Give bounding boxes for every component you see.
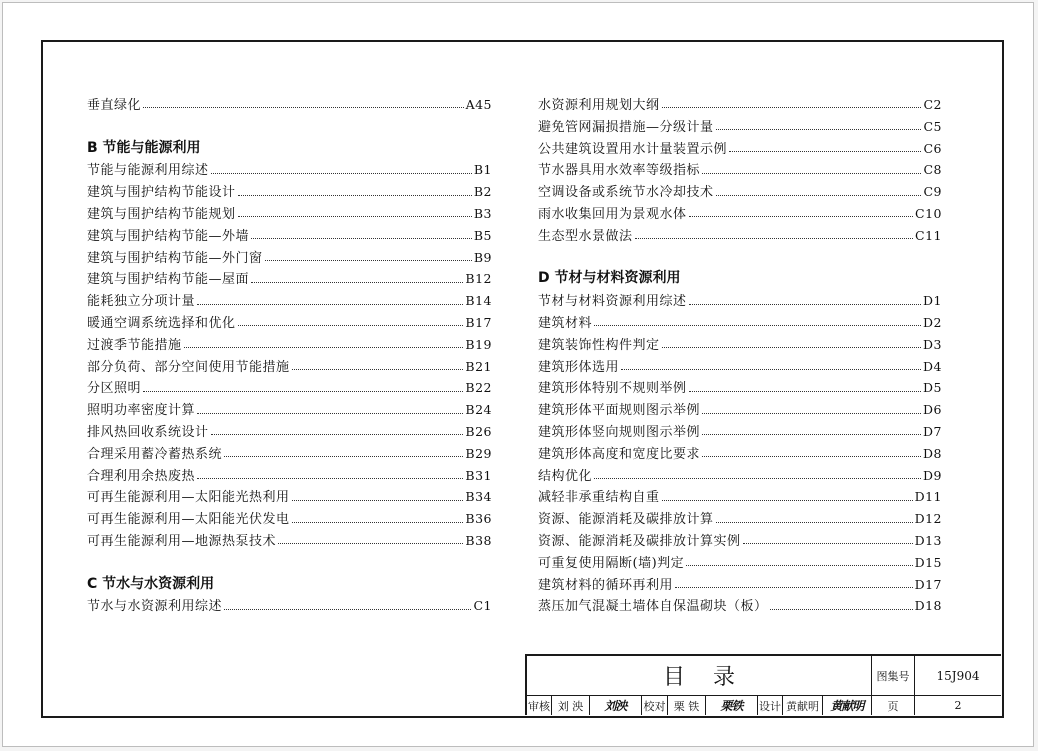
toc-entry-title: 建筑形体平面规则图示举例 (538, 403, 701, 419)
toc-leader-dots (211, 173, 472, 174)
toc-entry (87, 486, 492, 508)
toc-entry (538, 574, 942, 596)
toc-entry (538, 399, 942, 421)
toc-entry (87, 268, 492, 290)
page-label: 页 (872, 696, 915, 715)
toc-entry (87, 421, 492, 443)
toc-entry (538, 334, 942, 356)
toc-entry (87, 290, 492, 312)
toc-entry-page: B14 (465, 293, 492, 309)
toc-entry-title: 可重复使用隔断(墙)判定 (538, 555, 685, 571)
toc-leader-dots (686, 565, 912, 566)
toc-entry-page: B29 (465, 445, 492, 461)
toc-leader-dots (675, 587, 913, 588)
toc-leader-dots (770, 609, 913, 610)
toc-entry (87, 399, 492, 421)
toc-entry-page: C10 (915, 205, 942, 221)
toc-section-heading: B 节能与能源利用 (87, 139, 201, 156)
review-signature: 刘泱 (590, 696, 642, 715)
toc-entry-page: D1 (923, 293, 942, 309)
toc-section-heading: D 节材与材料资源利用 (538, 270, 681, 287)
toc-entry-page: B9 (473, 249, 492, 265)
toc-leader-dots (184, 347, 464, 348)
toc-entry (87, 356, 492, 378)
toc-entry-page: D18 (914, 598, 942, 614)
toc-entry-title: 节能与能源利用综述 (87, 163, 209, 179)
toc-entry-page: D3 (923, 336, 942, 352)
toc-entry-title: 雨水收集回用为景观水体 (538, 206, 687, 222)
toc-entry-title: 节材与材料资源利用综述 (538, 294, 687, 310)
toc-entry (87, 94, 492, 116)
toc-entry-title: 公共建筑设置用水计量装置示例 (538, 141, 728, 157)
toc-right-column (538, 94, 942, 617)
toc-leader-dots (211, 434, 464, 435)
toc-entry-title: 垂直绿化 (87, 98, 142, 113)
toc-leader-dots (292, 369, 464, 370)
toc-leader-dots (251, 238, 472, 239)
design-label: 设计 (758, 696, 783, 715)
toc-leader-dots (702, 413, 921, 414)
toc-entry-page: D15 (914, 554, 942, 570)
toc-entry-page: D9 (923, 467, 942, 483)
toc-entry (538, 356, 942, 378)
toc-entry-page: D7 (923, 423, 942, 439)
toc-leader-dots (278, 543, 463, 544)
toc-entry (538, 552, 942, 574)
toc-entry (538, 116, 942, 138)
toc-entry-title: 可再生能源利用—太阳能光热利用 (87, 490, 290, 506)
toc-entry-title: 建筑与围护结构节能规划 (87, 206, 236, 222)
design-name: 黄献明 (783, 696, 823, 715)
toc-entry-title: 建筑形体竖向规则图示举例 (538, 424, 701, 440)
toc-entry-page: B5 (473, 227, 492, 243)
toc-leader-dots (197, 478, 463, 479)
toc-leader-dots (197, 304, 463, 305)
toc-entry (87, 465, 492, 487)
toc-section-heading: C 节水与水资源利用 (87, 575, 215, 592)
toc-entry (538, 312, 942, 334)
toc-entry-page: D4 (923, 358, 942, 374)
toc-entry-page: B22 (465, 380, 492, 396)
toc-entry (538, 443, 942, 465)
toc-entry-title: 建筑形体特别不规则举例 (538, 381, 687, 397)
design-signature: 黄献明 (823, 696, 872, 715)
toc-entry-page: B24 (465, 402, 492, 418)
toc-entry-page: B17 (465, 314, 492, 330)
toc-leader-dots (238, 216, 472, 217)
toc-entry-page: B19 (465, 336, 492, 352)
toc-entry (87, 312, 492, 334)
toc-entry (87, 181, 492, 203)
toc-entry-page: A45 (465, 97, 492, 112)
toc-entry-title: 建筑形体选用 (538, 359, 620, 375)
toc-leader-dots (702, 456, 921, 457)
toc-entry-title: 能耗独立分项计量 (87, 294, 196, 310)
toc-left-column (87, 94, 492, 617)
toc-entry-page: D2 (923, 314, 942, 330)
atlas-number-value: 15J904 (915, 656, 1001, 696)
toc-entry (538, 530, 942, 552)
toc-entry-page: D17 (914, 576, 942, 592)
toc-entry-title: 建筑装饰性构件判定 (538, 337, 660, 353)
toc-entry-page: C8 (923, 162, 942, 178)
toc-leader-dots (143, 107, 464, 108)
toc-entry (87, 530, 492, 552)
toc-entry (538, 486, 942, 508)
toc-entry-page: D11 (914, 489, 942, 505)
toc-entry (87, 159, 492, 181)
toc-entry-title: 合理采用蓄冷蓄热系统 (87, 446, 223, 462)
toc-entry-page: D8 (923, 445, 942, 461)
toc-entry-page: D13 (914, 532, 942, 548)
toc-leader-dots (689, 216, 914, 217)
title-block-signature-row (527, 696, 1001, 715)
toc-gap (87, 116, 492, 138)
toc-entry-page: B1 (473, 162, 492, 178)
toc-entry-title: 照明功率密度计算 (87, 403, 196, 419)
toc-entry (87, 203, 492, 225)
toc-entry (538, 508, 942, 530)
toc-entry-title: 合理利用余热废热 (87, 468, 196, 484)
toc-leader-dots (716, 522, 913, 523)
toc-leader-dots (621, 369, 921, 370)
toc-entry-title: 建筑与围护结构节能—外门窗 (87, 250, 263, 266)
toc-entry (538, 421, 942, 443)
toc-entry-title: 建筑形体高度和宽度比要求 (538, 446, 701, 462)
toc-entry-title: 空调设备或系统节水冷却技术 (538, 185, 714, 201)
toc-leader-dots (224, 456, 463, 457)
toc-gap (538, 247, 942, 269)
toc-entry (538, 159, 942, 181)
toc-entry (87, 508, 492, 530)
toc-entry-title: 暖通空调系统选择和优化 (87, 315, 236, 331)
toc-leader-dots (224, 609, 471, 610)
toc-entry (538, 94, 942, 116)
toc-entry-title: 建筑与围护结构节能—屋面 (87, 272, 250, 288)
toc-leader-dots (689, 391, 922, 392)
toc-entry (538, 181, 942, 203)
toc-entry-page: B34 (465, 489, 492, 505)
review-name: 刘 泱 (552, 696, 590, 715)
toc-entry (538, 225, 942, 247)
toc-entry-title: 节水器具用水效率等级指标 (538, 163, 701, 179)
toc-entry-page: B31 (465, 467, 492, 483)
toc-entry-title: 节水与水资源利用综述 (87, 599, 223, 615)
toc-entry (87, 334, 492, 356)
toc-leader-dots (251, 282, 463, 283)
toc-entry-title: 可再生能源利用—太阳能光伏发电 (87, 512, 290, 528)
toc-leader-dots (594, 325, 921, 326)
toc-entry (87, 377, 492, 399)
page-number: 2 (954, 699, 962, 712)
toc-leader-dots (689, 304, 922, 305)
toc-entry-page: B3 (473, 205, 492, 221)
toc-entry-title: 可再生能源利用—地源热泵技术 (87, 533, 277, 549)
toc-leader-dots (716, 129, 922, 130)
toc-entry-page: C11 (915, 227, 942, 243)
check-name: 栗 铁 (668, 696, 706, 715)
toc-entry-page: D12 (914, 511, 942, 527)
toc-entry-title: 避免管网漏损措施—分级计量 (538, 119, 714, 135)
toc-entry (538, 138, 942, 160)
toc-leader-dots (662, 500, 913, 501)
toc-entry-page: B26 (465, 423, 492, 439)
toc-entry-page: B36 (465, 511, 492, 527)
toc-entry (87, 225, 492, 247)
toc-entry (538, 595, 942, 617)
atlas-number-label: 图集号 (872, 656, 915, 696)
toc-entry (538, 203, 942, 225)
toc-leader-dots (716, 195, 922, 196)
toc-entry-title: 减轻非承重结构自重 (538, 490, 660, 506)
toc-entry (87, 247, 492, 269)
toc-leader-dots (702, 434, 921, 435)
toc-leader-dots (662, 347, 922, 348)
toc-entry-title: 结构优化 (538, 468, 593, 484)
toc-entry-page: C9 (923, 184, 942, 200)
toc-entry-page: B2 (473, 184, 492, 200)
toc-entry-title: 水资源利用规划大纲 (538, 98, 660, 113)
toc-leader-dots (197, 413, 463, 414)
toc-entry-title: 建筑材料的循环再利用 (538, 577, 674, 593)
toc-entry-page: D6 (923, 402, 942, 418)
check-signature: 栗铁 (706, 696, 758, 715)
toc-entry-page: B21 (465, 358, 492, 374)
toc-leader-dots (238, 195, 472, 196)
toc-leader-dots (143, 391, 463, 392)
review-label: 审核 (527, 696, 552, 715)
toc-leader-dots (238, 325, 464, 326)
toc-entry-page: C6 (923, 140, 942, 156)
toc-entry-title: 蒸压加气混凝土墙体自保温砌块（板） (538, 599, 768, 615)
toc-entry (87, 595, 492, 617)
toc-entry-title: 建筑与围护结构节能—外墙 (87, 228, 250, 244)
toc-entry (87, 443, 492, 465)
toc-leader-dots (292, 500, 464, 501)
toc-entry-title: 排风热回收系统设计 (87, 424, 209, 440)
toc-entry (538, 465, 942, 487)
toc-entry (538, 377, 942, 399)
toc-leader-dots (635, 238, 914, 239)
toc-leader-dots (729, 151, 921, 152)
title-block-title: 目录 (527, 656, 872, 696)
toc-leader-dots (702, 173, 921, 174)
toc-entry-page: C5 (923, 118, 942, 134)
toc-entry-title: 部分负荷、部分空间使用节能措施 (87, 359, 290, 375)
toc-entry (538, 290, 942, 312)
toc-entry-title: 资源、能源消耗及碳排放计算 (538, 512, 714, 528)
toc-gap (87, 552, 492, 574)
toc-leader-dots (292, 522, 464, 523)
toc-entry-title: 过渡季节能措施 (87, 337, 182, 353)
toc-entry-title: 建筑材料 (538, 315, 593, 331)
toc-entry-title: 生态型水景做法 (538, 228, 633, 244)
toc-entry-title: 建筑与围护结构节能设计 (87, 185, 236, 201)
toc-leader-dots (743, 543, 913, 544)
toc-entry-page: C1 (473, 598, 492, 614)
toc-entry-page: D5 (923, 380, 942, 396)
toc-entry-page: B38 (465, 532, 492, 548)
check-label: 校对 (642, 696, 668, 715)
toc-leader-dots (662, 107, 922, 108)
toc-leader-dots (265, 260, 472, 261)
toc-entry-page: B12 (465, 271, 492, 287)
toc-entry-page: C2 (923, 97, 942, 112)
title-block (525, 654, 1001, 715)
toc-entry-title: 资源、能源消耗及碳排放计算实例 (538, 533, 741, 549)
toc-leader-dots (594, 478, 921, 479)
toc-entry-title: 分区照明 (87, 381, 142, 397)
